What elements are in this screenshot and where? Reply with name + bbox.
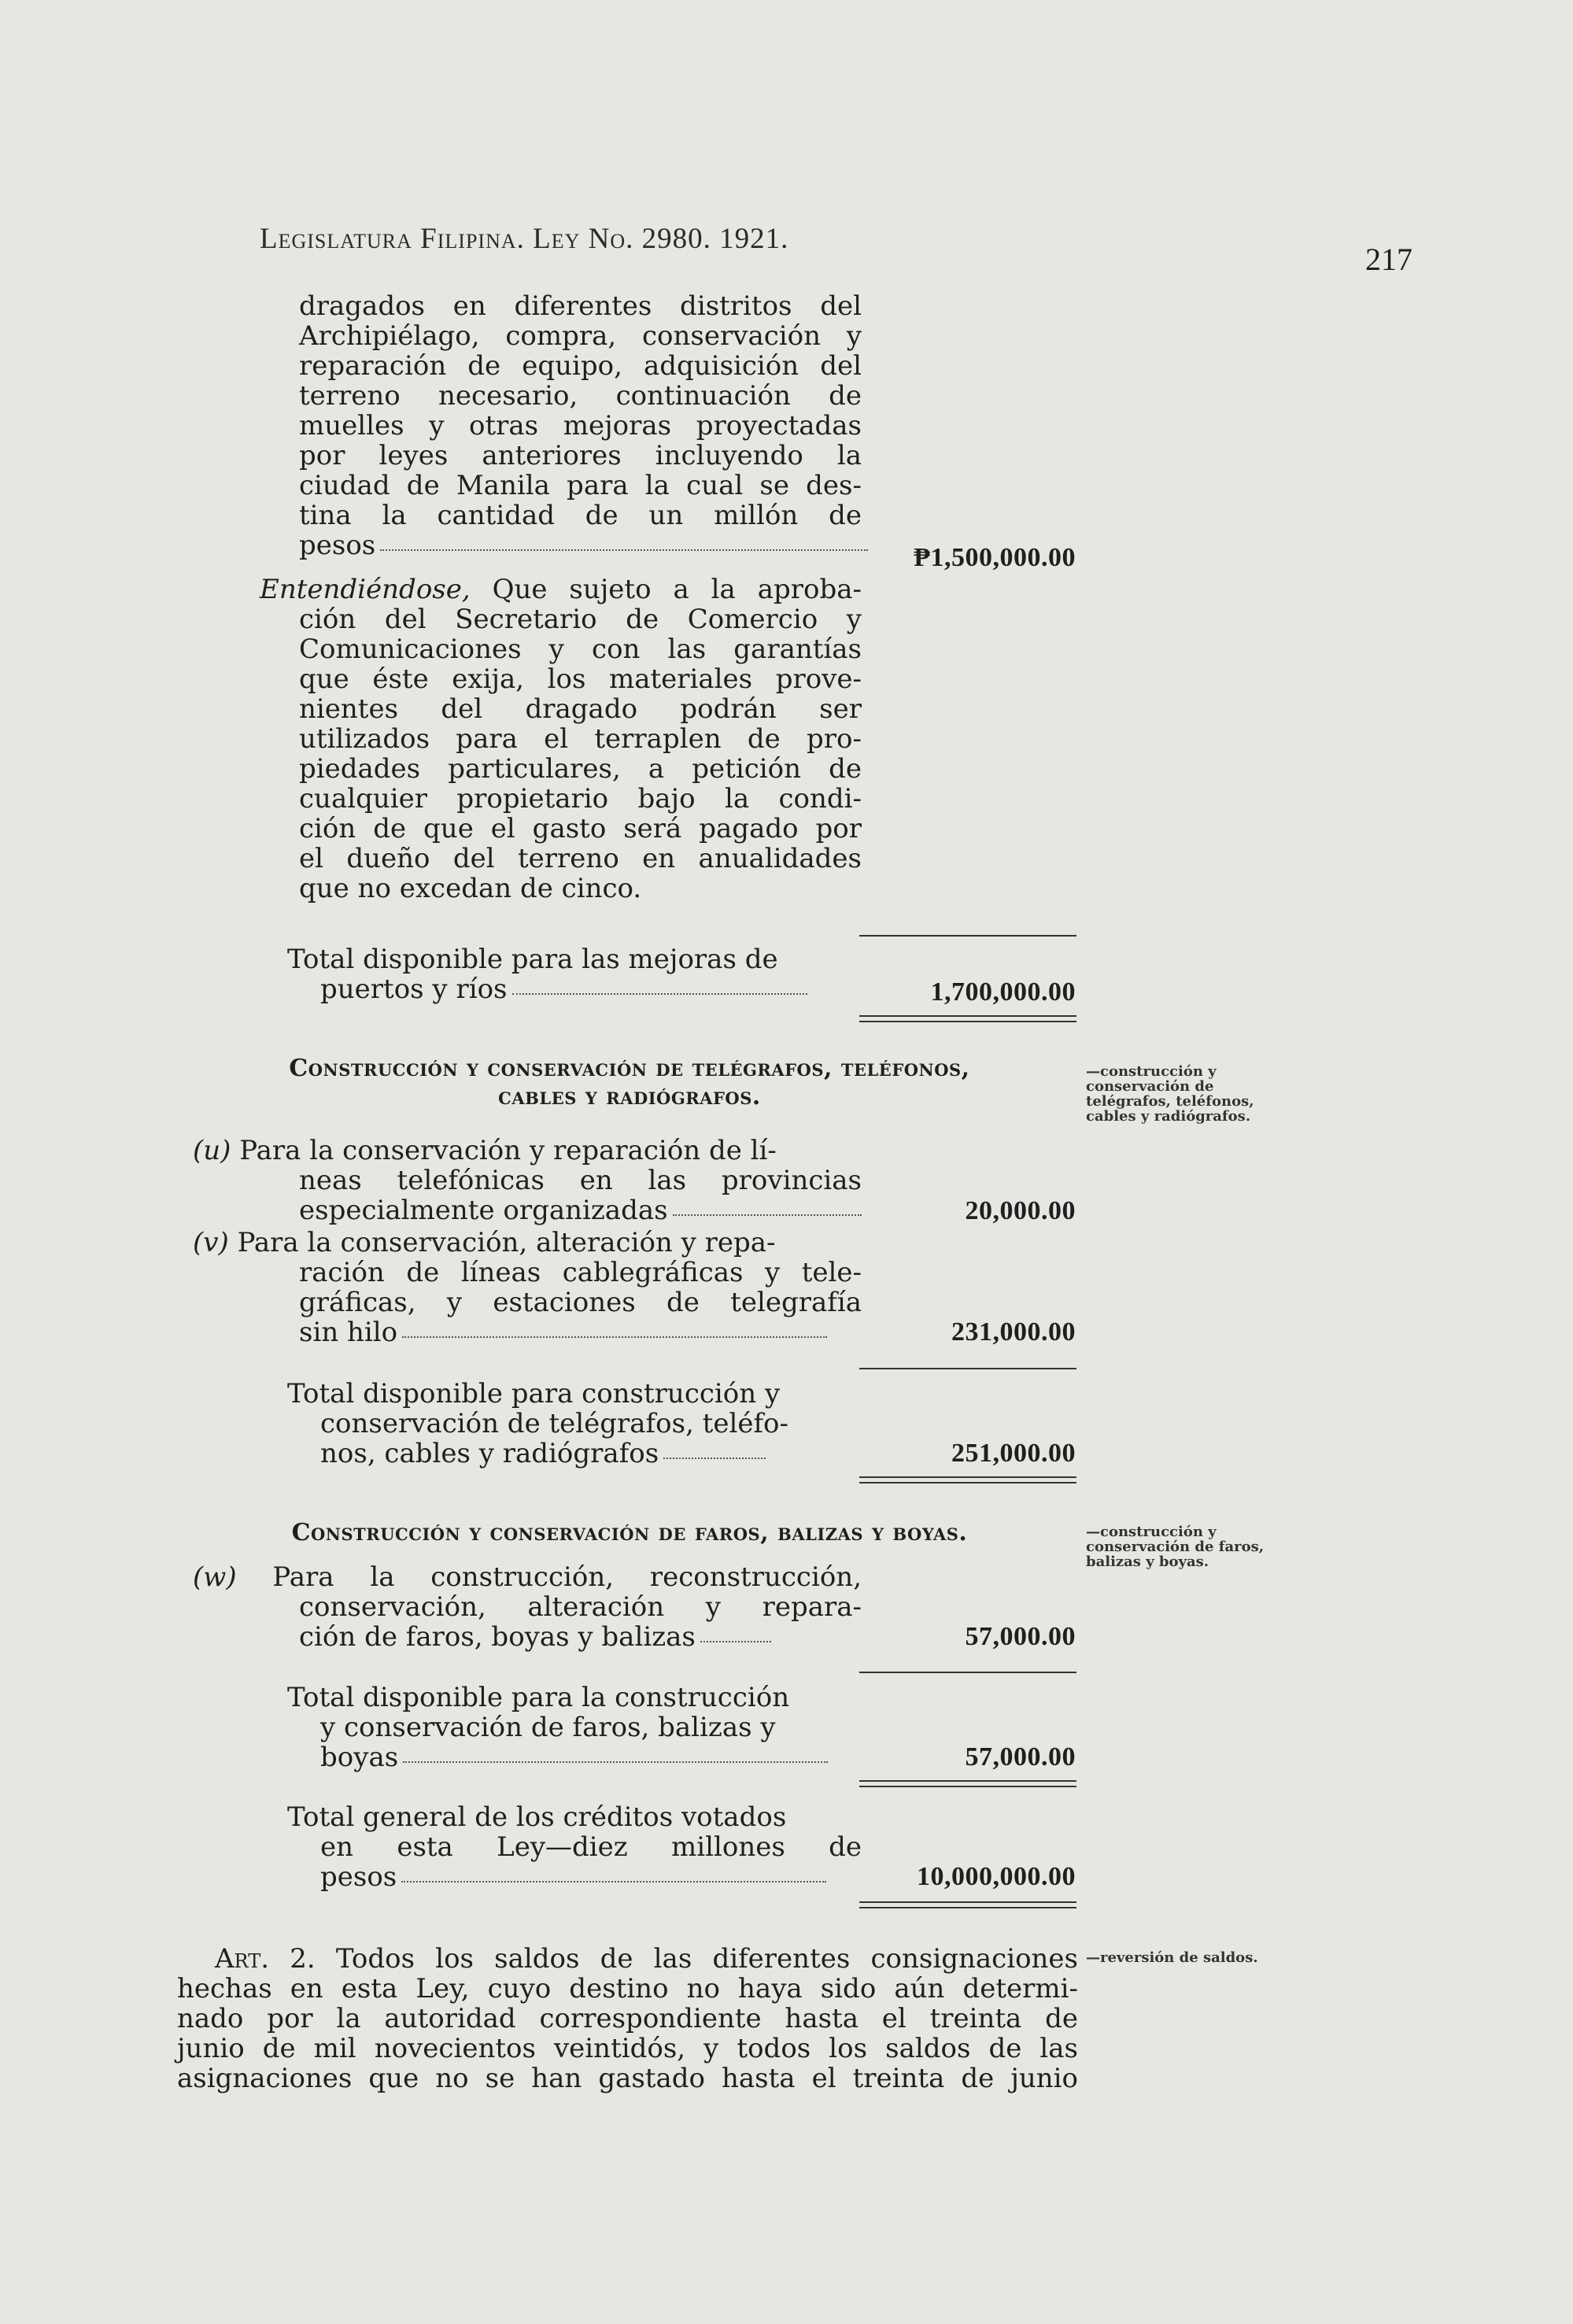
article-label: Art. 2.: [215, 1943, 316, 1975]
text-line: hechas en esta Ley, cuyo destino no haya sido aún determi-: [177, 1973, 1078, 2004]
text-line: conservación de telégrafos, teléfo-: [320, 1408, 788, 1439]
item-u-body: [299, 1166, 862, 1225]
text-line: cualquier propietario bajo la condi-: [299, 783, 862, 815]
text-line: muelles y otras mejoras proyectadas: [299, 410, 862, 442]
total-double-rule: [859, 1015, 1076, 1022]
text-line: Total disponible para construcción y: [287, 1378, 781, 1410]
harbors-amount: ₱1,500,000.00: [914, 543, 1076, 572]
text-line: Total general de los créditos votados: [287, 1801, 787, 1833]
proviso-paragraph: [260, 575, 862, 604]
text-line: que éste exija, los materiales prove-: [299, 663, 862, 695]
margin-note-telegraph: —construcción y conservación de telégrafos, teléfonos, cables y radiógrafos.: [1086, 1063, 1254, 1125]
text-line: ción de faros, boyas y balizas: [299, 1622, 862, 1652]
text-line: sin hilo: [299, 1317, 862, 1347]
text-line: Entendiéndose, Que sujeto a la aproba-: [260, 574, 862, 605]
item-w: [193, 1562, 862, 1592]
text-line: pesos: [299, 530, 862, 560]
text-line: neas telefónicas en las provincias: [299, 1165, 862, 1196]
section-heading-lighthouses: Construcción y conservación de faros, balizas y boyas.: [291, 1519, 968, 1546]
item-w-amount: 57,000.00: [965, 1622, 1076, 1651]
telegraph-total-amount: 251,000.00: [951, 1439, 1076, 1468]
text-line: junio de mil novecientos veintidós, y todos los saldos de las: [177, 2033, 1078, 2064]
text-line: boyas: [287, 1742, 862, 1772]
harbors-total-label: [287, 944, 862, 1004]
item-w-body: [299, 1592, 862, 1652]
text-line: ración de líneas cablegráficas y tele-: [299, 1257, 862, 1288]
harbors-total-amount: 1,700,000.00: [930, 977, 1076, 1007]
item-u-amount: 20,000.00: [965, 1196, 1076, 1225]
subtotal-rule: [859, 1368, 1076, 1369]
total-double-rule: [859, 1780, 1076, 1787]
item-v-body: [299, 1258, 862, 1347]
margin-note-lighthouses: —construcción y conservación de faros, balizas y boyas.: [1086, 1524, 1265, 1570]
text-line: nos, cables y radiógrafos: [287, 1439, 862, 1469]
text-line: Archipiélago, compra, conservación y: [299, 320, 862, 352]
total-double-rule: [859, 1476, 1076, 1483]
harbors-paragraph: [299, 291, 862, 560]
text-line: especialmente organizadas: [299, 1195, 862, 1225]
text-line: (u) Para la conservación y reparación de lí-: [193, 1135, 777, 1166]
text-line: (v) Para la conservación, alteración y repa-: [193, 1227, 776, 1258]
text-line: Total disponible para la construcción: [287, 1682, 790, 1713]
text-line: (w) Para la construcción, reconstrucción,: [193, 1561, 862, 1593]
text-line: nientes del dragado podrán ser: [299, 693, 862, 725]
lighthouses-total-amount: 57,000.00: [965, 1742, 1076, 1772]
text-line: reparación de equipo, adquisición del: [299, 350, 862, 382]
text-line: y conservación de faros, balizas y: [320, 1712, 776, 1743]
telegraph-total-label: [287, 1379, 862, 1469]
text-line: Comunicaciones y con las garantías: [299, 634, 862, 665]
text-line: ción de que el gasto será pagado por: [299, 813, 862, 844]
text-line: Total disponible para las mejoras de: [287, 944, 778, 975]
proviso-lead: Entendiéndose,: [260, 574, 471, 605]
text-line: ciudad de Manila para la cual se des-: [299, 470, 862, 501]
grand-total-label: [287, 1802, 862, 1892]
text-line: piedades particulares, a petición de: [299, 753, 862, 785]
text-line: tina la cantidad de un millón de: [299, 500, 862, 531]
text-line: ción del Secretario de Comercio y: [299, 604, 862, 635]
total-double-rule: [859, 1901, 1076, 1908]
text-line: terreno necesario, continuación de: [299, 380, 862, 412]
text-line: por leyes anteriores incluyendo la: [299, 440, 862, 471]
text-line: asignaciones que no se han gastado hasta el treinta de junio: [177, 2063, 1078, 2094]
article-2: [177, 1944, 1078, 2093]
text-line: el dueño del terreno en anualidades: [299, 843, 862, 874]
text-line: que no excedan de cinco.: [299, 873, 642, 904]
text-line: gráficas, y estaciones de telegrafía: [299, 1287, 862, 1318]
proviso-body: [299, 604, 862, 903]
subtotal-rule: [859, 1672, 1076, 1673]
text-line: utilizados para el terraplen de pro-: [299, 723, 862, 755]
section-heading-telegraph: Construcción y conservación de telégrafos, teléfonos, cables y radiógrafos.: [289, 1055, 970, 1110]
grand-total-amount: 10,000,000.00: [917, 1862, 1076, 1891]
text-line: Art. 2. Todos los saldos de las diferentes consignaciones: [215, 1943, 1079, 1975]
item-u: [193, 1136, 862, 1166]
item-v-amount: 231,000.00: [951, 1317, 1076, 1347]
text-line: pesos: [287, 1862, 862, 1892]
page-number: 217: [1365, 242, 1412, 277]
text-line: en esta Ley—diez millones de: [320, 1831, 862, 1863]
item-v: [193, 1228, 862, 1258]
text-line: nado por la autoridad correspondiente hasta el treinta de: [177, 2003, 1078, 2034]
running-header: Legislatura Filipina. Ley No. 2980. 1921.: [260, 223, 789, 255]
lighthouses-total-label: [287, 1683, 862, 1772]
subtotal-rule: [859, 935, 1076, 937]
margin-note-article: —reversión de saldos.: [1086, 1949, 1258, 1966]
text-line: puertos y ríos: [287, 974, 862, 1004]
text-line: conservación, alteración y repara-: [299, 1591, 862, 1623]
text-line: dragados en diferentes distritos del: [299, 290, 862, 322]
